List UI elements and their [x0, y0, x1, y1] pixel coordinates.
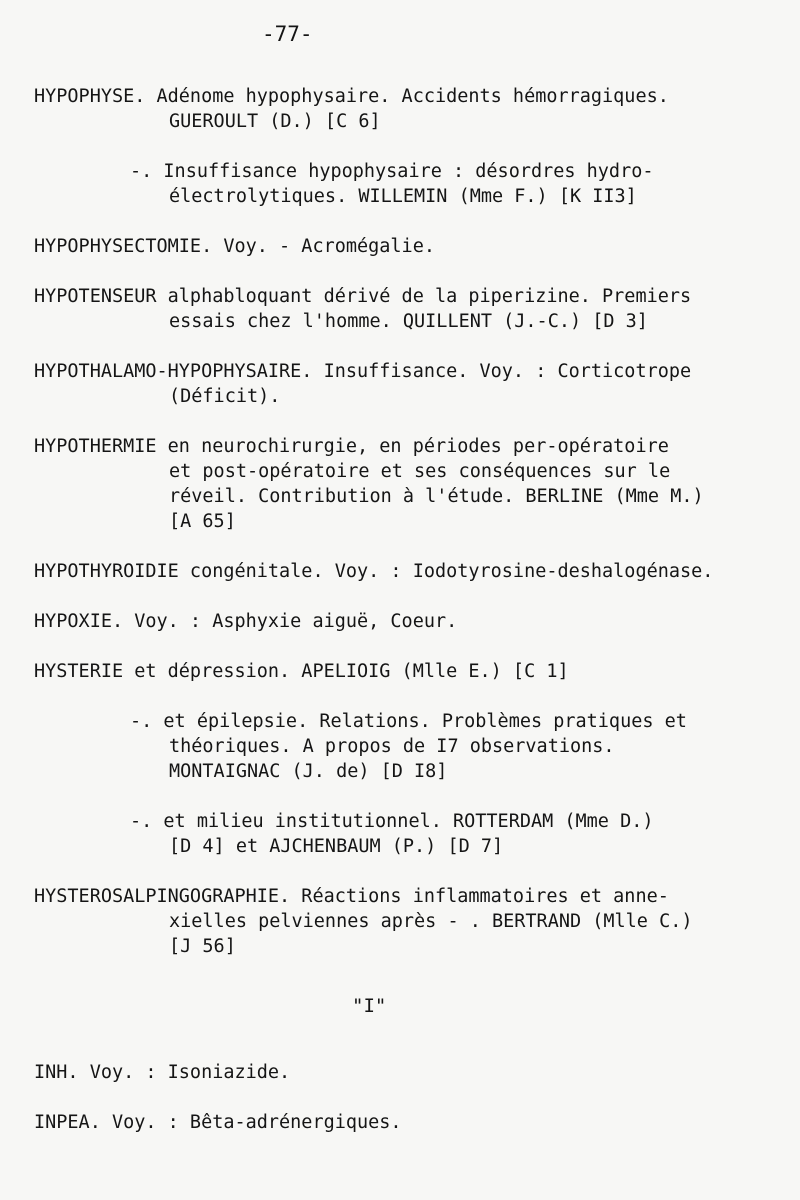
entry-line: HYSTEROSALPINGOGRAPHIE. Réactions inflammatoires et anne-	[34, 886, 669, 907]
index-entry-hypothalamo-hypophysaire	[34, 359, 784, 409]
entry-line: HYPOPHYSECTOMIE. Voy. - Acromégalie.	[34, 236, 435, 257]
entry-line: essais chez l'homme. QUILLENT (J.-C.) [D 3]	[169, 311, 648, 332]
entry-line: (Déficit).	[169, 386, 281, 407]
entry-line: -. et épilepsie. Relations. Problèmes pratiques et	[130, 711, 687, 732]
index-subentry-insuffisance	[34, 159, 784, 209]
index-entry-hypothermie	[34, 434, 784, 534]
index-entry-hypoxie	[34, 609, 784, 634]
index-subentry-epilepsie	[34, 709, 784, 784]
entry-line: HYPOXIE. Voy. : Asphyxie aiguë, Coeur.	[34, 611, 458, 632]
index-entry-hysterosalpingographie	[34, 884, 784, 959]
entry-line: -. Insuffisance hypophysaire : désordres hydro-	[130, 161, 654, 182]
page-number: -77-	[262, 22, 313, 46]
entry-line: HYPOTHYROIDIE congénitale. Voy. : Iodotyrosine-deshalogénase.	[34, 561, 714, 582]
index-entry-hypophysectomie	[34, 234, 784, 259]
entry-line: -. et milieu institutionnel. ROTTERDAM (Mme D.)	[130, 811, 654, 832]
entry-line: HYSTERIE et dépression. APELIOIG (Mlle E.) [C 1]	[34, 661, 569, 682]
entry-line: [D 4] et AJCHENBAUM (P.) [D 7]	[169, 836, 504, 857]
index-subentry-milieu-institutionnel	[34, 809, 784, 859]
entry-line: théoriques. A propos de I7 observations.	[169, 736, 615, 757]
entry-line: HYPOTHERMIE en neurochirurgie, en périodes per-opératoire	[34, 436, 669, 457]
index-entry-hysterie	[34, 659, 784, 684]
entry-line: xielles pelviennes après - . BERTRAND (Mlle C.)	[169, 911, 693, 932]
index-entries-i	[34, 1060, 774, 1135]
index-entry-hypophyse	[34, 84, 784, 134]
index-entry-inpea	[34, 1110, 774, 1135]
index-entry-hypotenseur	[34, 284, 784, 334]
entry-line: [J 56]	[169, 936, 236, 957]
index-entries	[34, 84, 784, 959]
entry-line: INPEA. Voy. : Bêta-adrénergiques.	[34, 1112, 402, 1133]
entry-line: GUEROULT (D.) [C 6]	[169, 111, 381, 132]
entry-line: INH. Voy. : Isoniazide.	[34, 1062, 291, 1083]
entry-line: HYPOTHALAMO-HYPOPHYSAIRE. Insuffisance. Voy. : Corticotrope	[34, 361, 692, 382]
index-entry-hypothyroidie	[34, 559, 784, 584]
entry-line: réveil. Contribution à l'étude. BERLINE (Mme M.)	[169, 486, 704, 507]
index-entry-inh	[34, 1060, 774, 1085]
entry-line: HYPOPHYSE. Adénome hypophysaire. Accidents hémorragiques.	[34, 86, 669, 107]
entry-line: électrolytiques. WILLEMIN (Mme F.) [K II3]	[169, 186, 637, 207]
entry-line: et post-opératoire et ses conséquences sur le	[169, 461, 671, 482]
section-heading-letter: "I"	[352, 995, 387, 1017]
entry-line: [A 65]	[169, 511, 236, 532]
entry-line: MONTAIGNAC (J. de) [D I8]	[169, 761, 448, 782]
entry-line: HYPOTENSEUR alphabloquant dérivé de la piperizine. Premiers	[34, 286, 692, 307]
